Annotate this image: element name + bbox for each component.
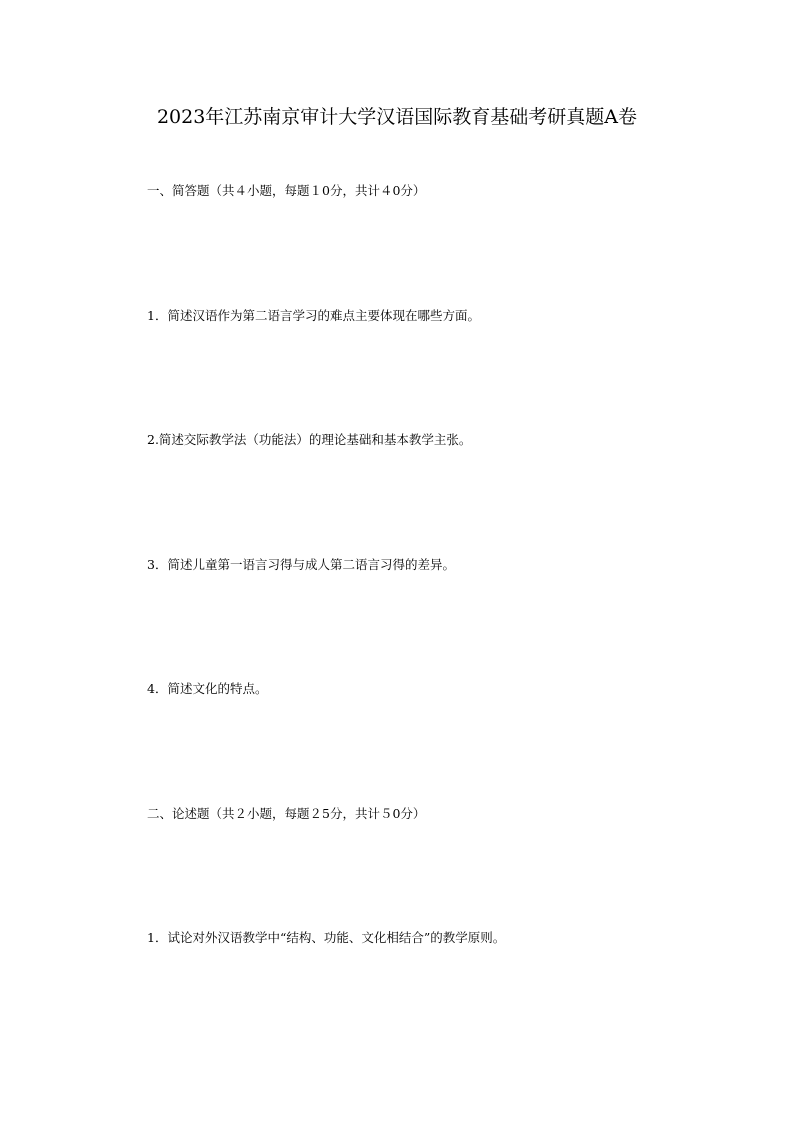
question-item: 1．简述汉语作为第二语言学习的难点主要体现在哪些方面。	[147, 308, 480, 323]
section-heading-short-answer: 一、简答题（共４小题，每题１0分，共计４0分）	[147, 183, 426, 198]
question-item: 1．试论对外汉语教学中“结构、功能、文化相结合”的教学原则。	[147, 930, 506, 945]
question-item: 3．简述儿童第一语言习得与成人第二语言习得的差异。	[147, 557, 455, 572]
section-heading-essay: 二、论述题（共２小题，每题２5分，共计５0分）	[147, 806, 426, 821]
question-item: 2.简述交际教学法（功能法）的理论基础和基本教学主张。	[147, 432, 472, 447]
page-title: 2023年江苏南京审计大学汉语国际教育基础考研真题A卷	[156, 106, 638, 128]
question-item: 4．简述文化的特点。	[147, 681, 268, 696]
